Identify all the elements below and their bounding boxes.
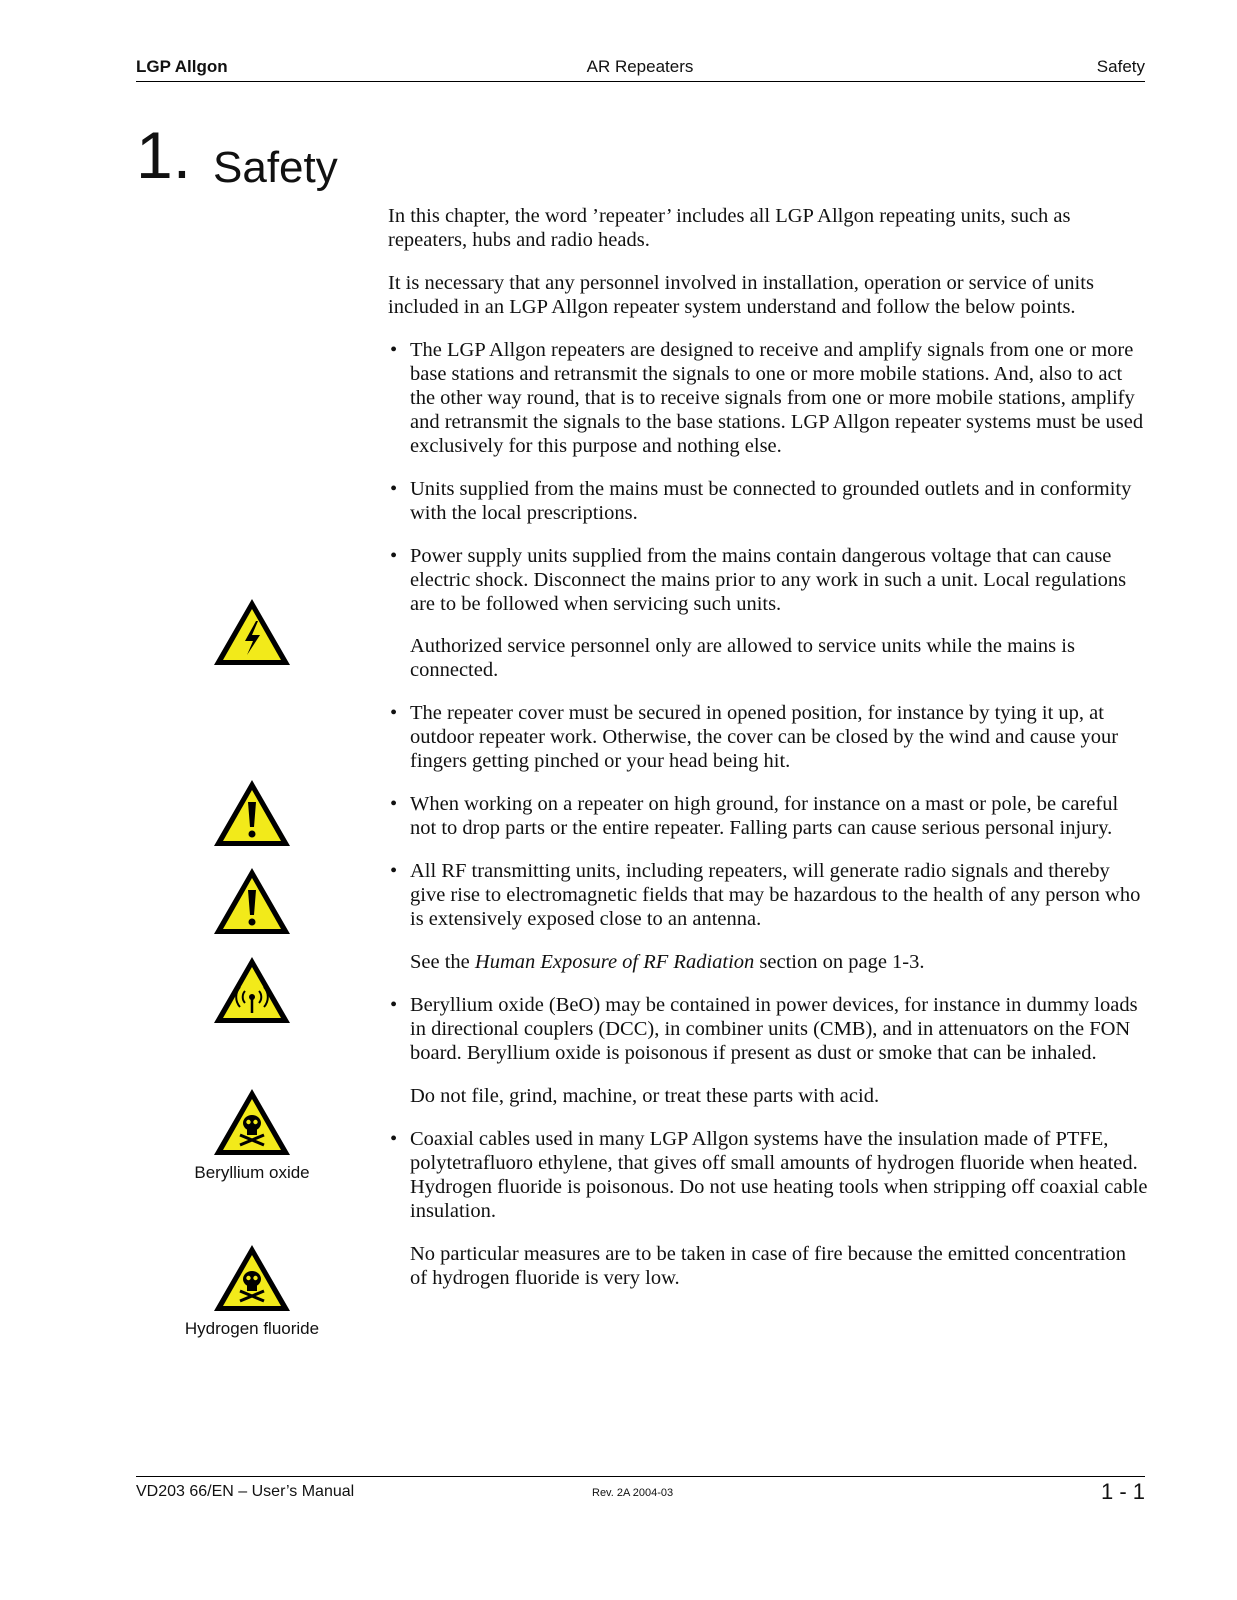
safety-bullet: • Beryllium oxide (BeO) may be contained in power devices, for instance in dummy loads in directional couplers (DCC), in combiner units (CMB), and in attenuators on the FON board. Beryllium oxide is poisonous if present as dust or smoke that can be inhaled. [390,994,1138,1064]
subparagraph-text: section on page 1-3. [754,951,925,973]
footer-divider [136,1476,1145,1477]
safety-bullet: • The repeater cover must be secured in opened position, for instance by tying it up, at outdoor repeater work. Otherwise, the cover can be closed by the wind and cause your fingers getting pinched or your head being hit. [390,702,1119,772]
header-divider [136,81,1145,82]
intro-paragraph: In this chapter, the word ’repeater’ includes all LGP Allgon repeating units, such as repeaters, hubs and radio heads. [388,205,1071,251]
general-warning-icon [212,778,292,848]
bullet-text: Coaxial cables used in many LGP Allgon systems have the insulation made of PTFE, polytetrafluoro ethylene, that gives off small amounts of hydrogen fluoride when heated. Hydrogen fluoride is poisonous. Do not use heating tools when stripping off coaxial cable insulation. [410,1128,1148,1222]
subparagraph-text: See the [410,951,475,973]
general-warning-icon [212,866,292,936]
bullet-text: The LGP Allgon repeaters are designed to receive and amplify signals from one or more base stations and retransmit the signals to one or more mobile stations. And, also to act the other way round, that is to receive signals from one or more mobile stations, amplify and retransmit the signals to the base stations. LGP Allgon repeater systems must be used exclusively for this purpose and nothing else. [410,339,1144,457]
intro-paragraph: It is necessary that any personnel involved in installation, operation or service of units included in an LGP Allgon repeater system understand and follow the below points. [388,272,1094,318]
chapter-number: 1. [136,118,192,192]
header-company: LGP Allgon [136,57,228,76]
page-number: 1 - 1 [1100,1479,1145,1504]
electric-shock-warning-icon [212,597,292,667]
bullet-subparagraph [388,950,1148,974]
bullet-subparagraph: No particular measures are to be taken in case of fire because the emitted concentration of hydrogen fluoride is very low. [410,1243,1127,1289]
bullet-text: Beryllium oxide (BeO) may be contained in power devices, for instance in dummy loads in directional couplers (DCC), in combiner units (CMB), and in attenuators on the FON board. Beryllium oxide is poisonous if present as dust or smoke that can be inhaled. [410,994,1138,1064]
toxic-warning-icon [212,1087,292,1157]
section-reference-link[interactable]: Human Exposure of RF Radiation [474,951,755,973]
safety-bullet: • When working on a repeater on high ground, for instance on a mast or pole, be careful not to drop parts or the entire repeater. Falling parts can cause serious personal injury. [390,793,1119,839]
bullet-text: Power supply units supplied from the mains contain dangerous voltage that can cause electric shock. Disconnect the mains prior to any work in such a unit. Local regulations are to be followed when servicing such units. [410,545,1127,615]
beryllium-oxide-caption: Beryllium oxide [194,1163,310,1182]
toxic-warning-icon [212,1243,292,1313]
safety-body [388,204,1148,1309]
bullet-text: All RF transmitting units, including repeaters, will generate radio signals and thereby give rise to electromagnetic fields that may be hazardous to the health of any person who is extensively exposed close to an antenna. [410,860,1141,930]
rf-radiation-warning-icon [212,955,292,1025]
bullet-text: Units supplied from the mains must be connected to grounded outlets and in conformity with the local prescriptions. [410,478,1132,524]
header-section: Safety [1096,57,1145,76]
header-product: AR Repeaters [586,57,694,76]
bullet-subparagraph: Do not file, grind, machine, or treat these parts with acid. [410,1085,880,1107]
safety-bullet: • Power supply units supplied from the mains contain dangerous voltage that can cause electric shock. Disconnect the mains prior to any work in such a unit. Local regulations are to be followed when servicing such units. [390,545,1127,615]
footer-document-id: VD203 66/EN – User’s Manual [136,1483,355,1500]
chapter-title: Safety [213,143,338,192]
safety-bullet: • Coaxial cables used in many LGP Allgon systems have the insulation made of PTFE, polytetrafluoro ethylene, that gives off small amounts of hydrogen fluoride when heated. Hydrogen fluoride is poisonous. Do not use heating tools when stripping off coaxial cable insulation. [390,1128,1148,1222]
bullet-subparagraph: Authorized service personnel only are allowed to service units while the mains is connected. [410,635,1075,681]
bullet-text: The repeater cover must be secured in opened position, for instance by tying it up, at outdoor repeater work. Otherwise, the cover can be closed by the wind and cause your fingers getting pinched or your head being hit. [410,702,1119,772]
safety-bullet: • All RF transmitting units, including repeaters, will generate radio signals and thereby give rise to electromagnetic fields that may be hazardous to the health of any person who is extensively exposed close to an antenna. [390,860,1141,930]
bullet-text: When working on a repeater on high ground, for instance on a mast or pole, be careful not to drop parts or the entire repeater. Falling parts can cause serious personal injury. [410,793,1119,839]
footer-revision: Rev. 2A 2004-03 [592,1487,674,1499]
safety-bullet: • Units supplied from the mains must be connected to grounded outlets and in conformity with the local prescriptions. [390,478,1132,524]
hydrogen-fluoride-caption: Hydrogen fluoride [184,1319,320,1338]
safety-bullet: • The LGP Allgon repeaters are designed to receive and amplify signals from one or more base stations and retransmit the signals to one or more mobile stations. And, also to act the other way round, that is to receive signals from one or more mobile stations, amplify and retransmit the signals to the base stations. LGP Allgon repeater systems must be used exclusively for this purpose and nothing else. [390,339,1144,457]
